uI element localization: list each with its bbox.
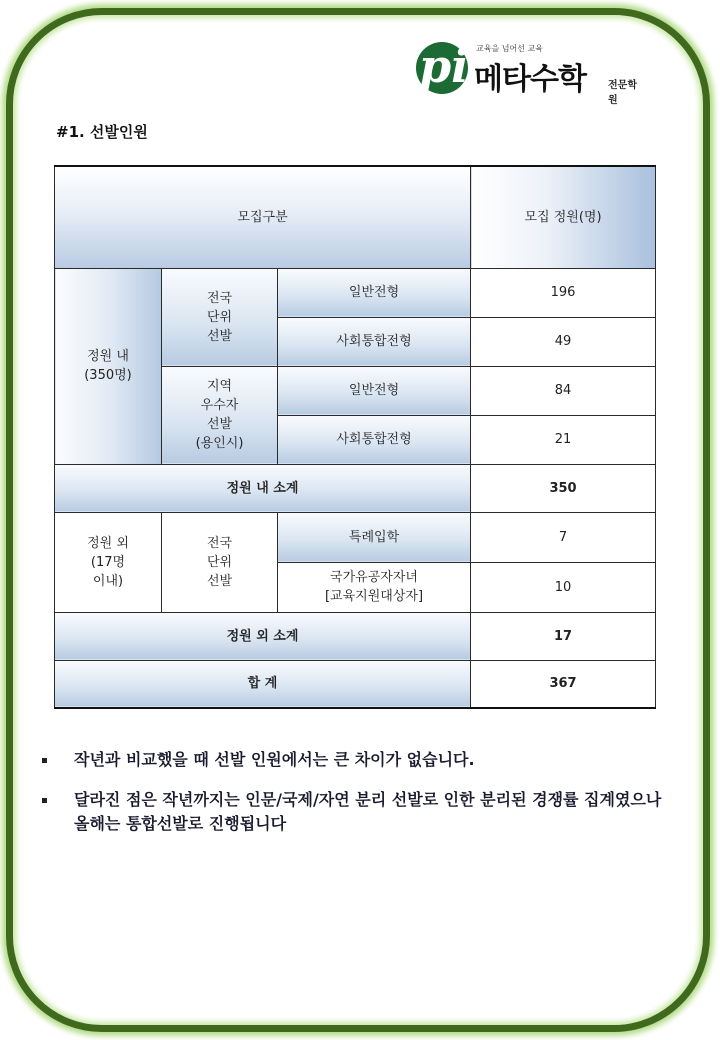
table-row [55,512,656,562]
regional-selection-label: 지역 우수자 선발 (용인시) [162,366,278,464]
logo-pi-icon [416,39,469,94]
logo-tagline: 교육을 넘어선 교육 [476,44,543,53]
note-text: 달라진 점은 작년까지는 인문/국제/자연 분리 선발로 인한 분리된 경쟁률 집계였으나 올해는 통합선발로 진행됩니다 [74,790,662,833]
list-item [42,788,662,836]
section-title: #1. 선발인원 [56,123,148,141]
outside-subtotal-label: 정원 외 소계 [55,612,471,660]
inside-subtotal-value: 350 [471,464,656,512]
admission-type: 사회통합전형 [278,317,471,366]
national-selection-label: 전국 단위 선발 [162,268,278,366]
bullet-icon [42,798,47,803]
total-row [55,660,656,708]
logo-name: 메타수학 [474,62,586,97]
admission-type: 특례입학 [278,512,471,562]
list-item [42,748,662,772]
notes-list [42,748,662,852]
note-text: 작년과 비교했을 때 선발 인원에서는 큰 차이가 없습니다. [74,750,475,769]
quota-count: 10 [471,562,656,612]
bullet-icon [42,758,47,763]
admission-type: 국가유공자자녀 [교육지원대상자] [278,562,471,612]
quota-count: 21 [471,415,656,464]
table-header-row [55,166,656,268]
quota-count: 7 [471,512,656,562]
outside-quota-label: 정원 외 (17명 이내) [55,512,162,612]
inside-quota-label: 정원 내 (350명) [55,268,162,464]
quota-count: 84 [471,366,656,415]
inside-subtotal-row [55,464,656,512]
logo-subtitle: 전문학원 [608,80,637,106]
admission-type: 일반전형 [278,366,471,415]
outside-national-selection-label: 전국 단위 선발 [162,512,278,612]
recruitment-table [54,165,656,709]
academy-logo [416,40,646,106]
quota-count: 49 [471,317,656,366]
admission-type: 사회통합전형 [278,415,471,464]
total-value: 367 [471,660,656,708]
total-label: 합 계 [55,660,471,708]
logo-mark: pi [419,39,469,93]
outside-subtotal-row [55,612,656,660]
inside-subtotal-label: 정원 내 소계 [55,464,471,512]
header-category: 모집구분 [55,166,471,268]
admission-type: 일반전형 [278,268,471,317]
quota-count: 196 [471,268,656,317]
outside-subtotal-value: 17 [471,612,656,660]
header-count: 모집 정원(명) [471,166,656,268]
table-row [55,268,656,317]
